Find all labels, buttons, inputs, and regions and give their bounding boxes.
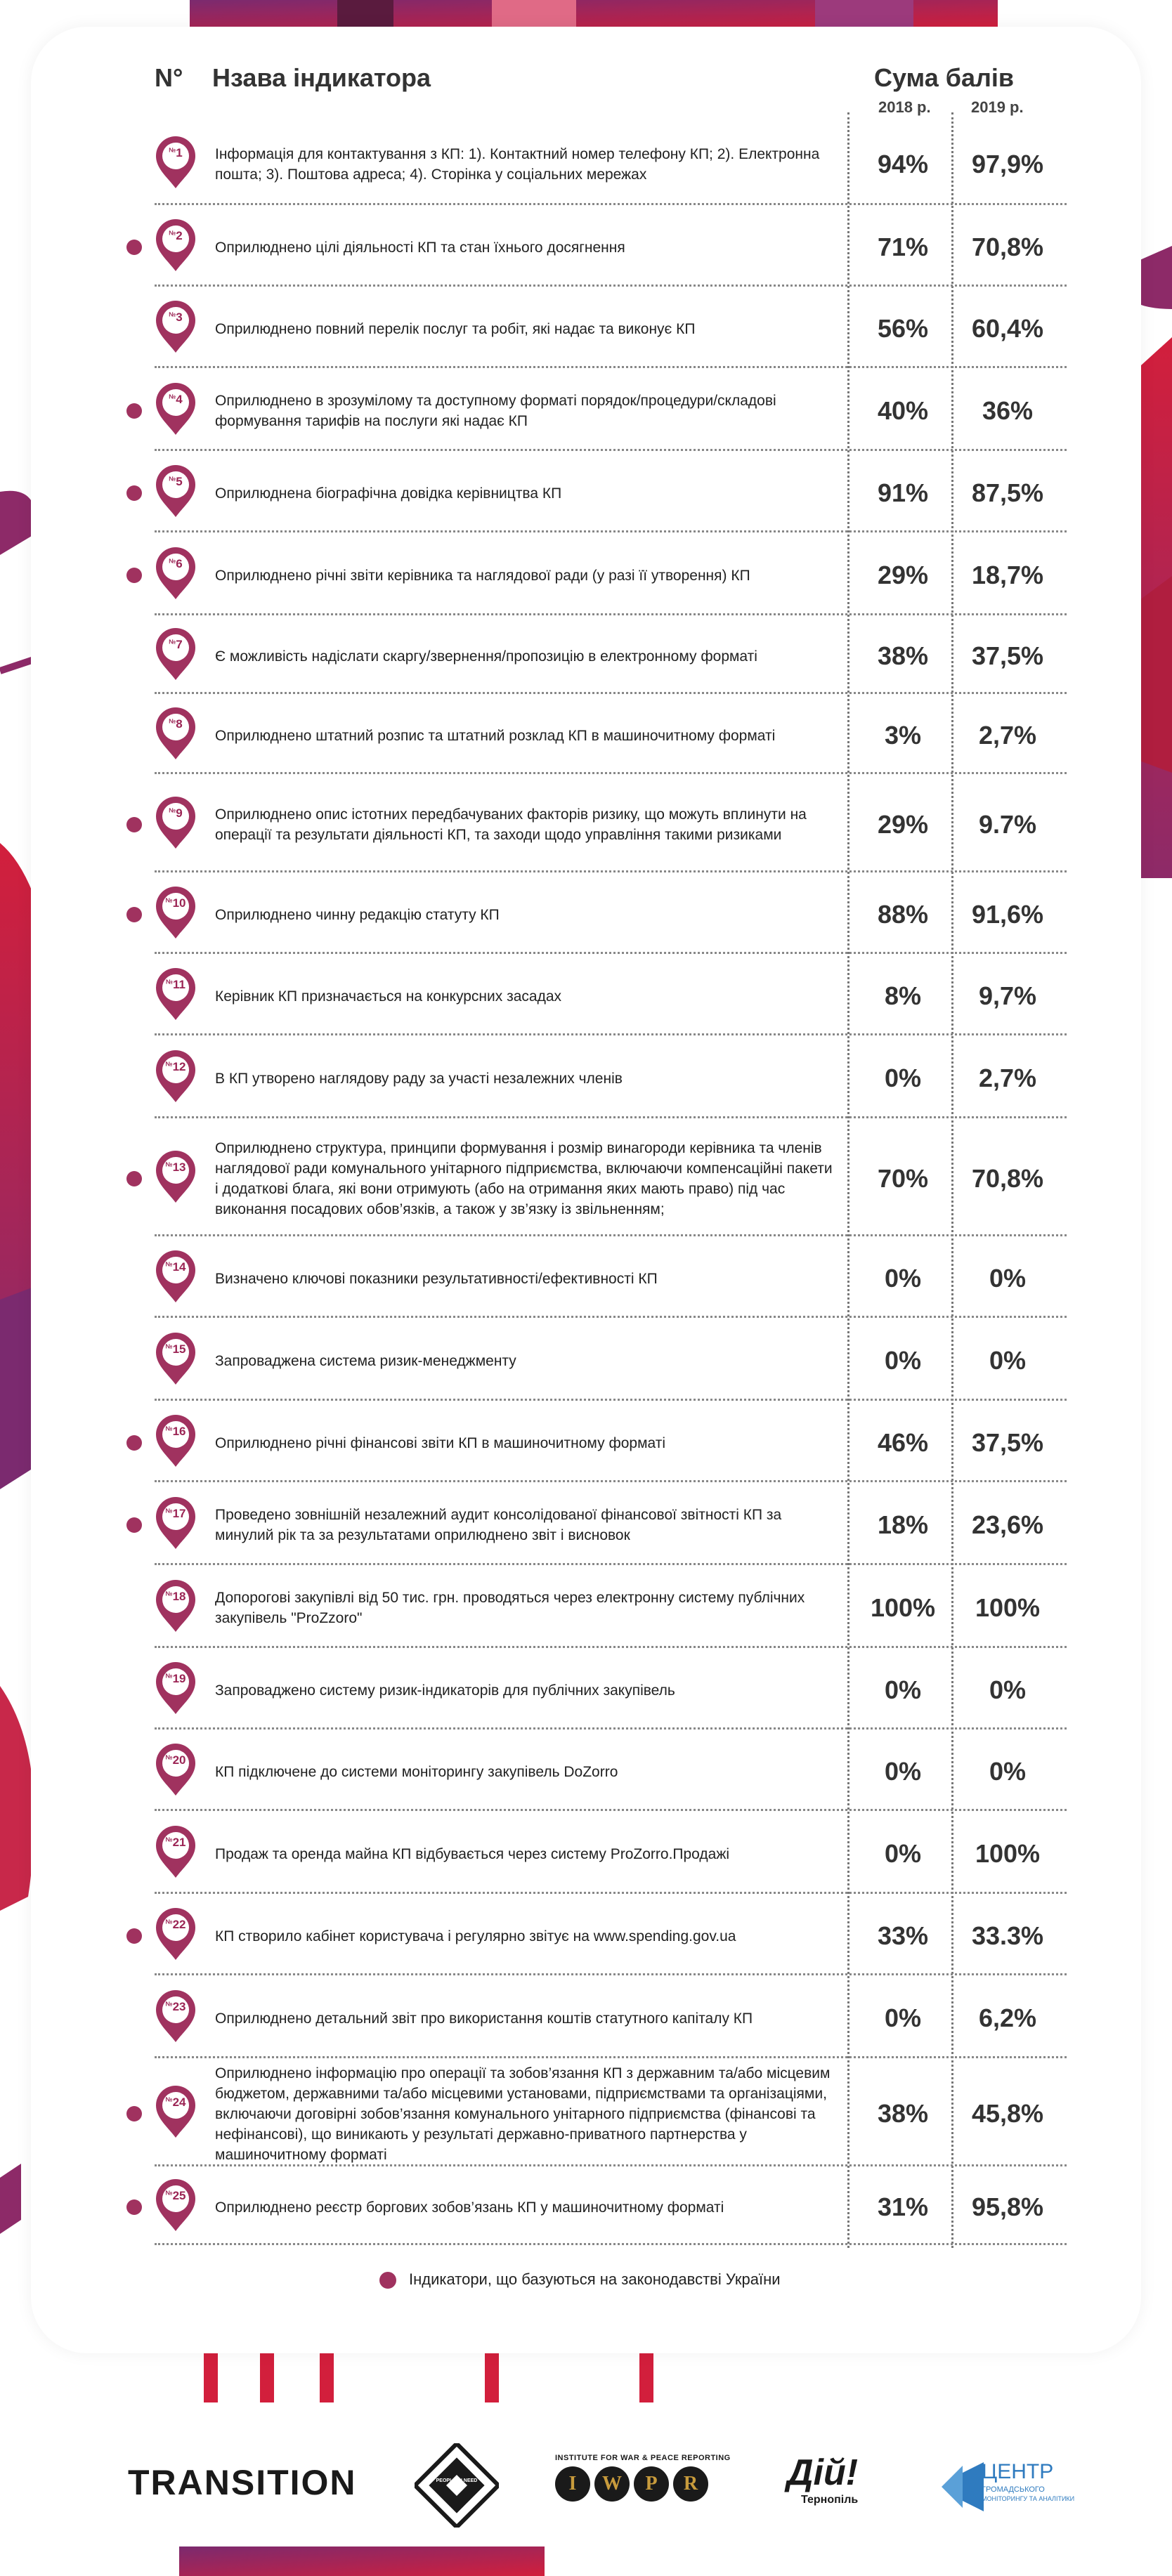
indicator-number-value: 15 xyxy=(172,1342,186,1356)
row-divider xyxy=(155,1809,1067,1811)
score-2018: 0% xyxy=(884,1675,922,1704)
table-row xyxy=(0,1239,1172,1318)
score-2019: 0% xyxy=(989,1757,1027,1786)
table-row xyxy=(0,1814,1172,1894)
table-row xyxy=(0,124,1172,205)
people-in-need-logo-text: PEOPLE IN NEED xyxy=(436,2478,478,2483)
transition-logo-text: TRANSITION xyxy=(128,2463,357,2502)
score-2018: 0% xyxy=(884,1757,922,1786)
indicator-number-pin-icon xyxy=(153,1578,198,1633)
indicator-number-value: 25 xyxy=(172,2189,186,2202)
iwpr-letter: I xyxy=(555,2466,590,2502)
indicator-number: №5 xyxy=(169,475,183,488)
row-divider xyxy=(155,449,1067,451)
row-divider xyxy=(155,203,1067,205)
indicator-number-value: 12 xyxy=(172,1060,186,1073)
indicator-number-pin-icon xyxy=(153,1661,198,1715)
indicator-text: Оприлюднено повний перелік послуг та робіт, які надає та виконує КП xyxy=(215,320,696,337)
indicator-number-value: 14 xyxy=(172,1260,186,1274)
indicator-number-pin-icon xyxy=(153,2178,198,2232)
indicator-number-pin-icon xyxy=(153,795,198,850)
score-2018: 0% xyxy=(884,1346,922,1375)
legislation-marker-icon xyxy=(126,1928,142,1944)
table-row xyxy=(0,1321,1172,1401)
indicator-number: №10 xyxy=(165,896,186,910)
indicator-number: №3 xyxy=(169,310,183,324)
indicator-text: Проведено зовнішній незалежний аудит консолідованої фінансової звітності КП за минулий рік та за результатами оприлюднено звіт і висновок xyxy=(215,1507,782,1543)
indicator-number-value: 2 xyxy=(176,229,183,242)
score-2018: 31% xyxy=(877,2192,929,2221)
indicator-number-pin-icon xyxy=(153,1824,198,1879)
table-row xyxy=(0,1485,1172,1565)
score-2018: 8% xyxy=(884,981,922,1010)
score-2019: 100% xyxy=(975,1839,1041,1868)
score-2018: 38% xyxy=(877,641,929,670)
score-2018: 56% xyxy=(877,314,929,343)
score-2018: 46% xyxy=(877,1428,929,1457)
row-divider xyxy=(155,530,1067,532)
indicator-text: Є можливість надіслати скаргу/звернення/пропозицію в електронному форматі xyxy=(215,648,757,665)
indicator-number: №17 xyxy=(165,1507,186,1520)
score-2019: 95,8% xyxy=(971,2192,1044,2221)
score-2019: 0% xyxy=(989,1675,1027,1704)
score-2019: 23,6% xyxy=(971,1510,1044,1539)
indicator-number-pin-icon xyxy=(153,1049,198,1104)
table-row xyxy=(0,1404,1172,1482)
indicator-number-value: 17 xyxy=(172,1507,186,1520)
centre-logo-icon xyxy=(938,2459,987,2515)
indicator-number: №8 xyxy=(169,717,183,731)
legislation-marker-icon xyxy=(126,568,142,583)
indicator-number: №22 xyxy=(165,1918,186,1931)
score-2018: 91% xyxy=(877,478,929,507)
indicator-number-pin-icon xyxy=(153,2084,198,2139)
indicator-number-value: 3 xyxy=(176,310,183,324)
table-row xyxy=(0,208,1172,287)
indicator-text: Допорогові закупівлі від 50 тис. грн. проводяться через електронну систему публічних закупівель "ProZzoro" xyxy=(215,1590,805,1626)
diy-ternopil-logo xyxy=(787,2452,892,2529)
indicator-number: №12 xyxy=(165,1060,186,1073)
indicator-number-pin-icon xyxy=(153,1149,198,1204)
indicator-number-value: 5 xyxy=(176,475,183,488)
indicator-text: Запроваджена система ризик-менеджменту xyxy=(215,1352,516,1369)
table-row xyxy=(0,535,1172,615)
row-divider xyxy=(155,2243,1067,2245)
indicator-number: №23 xyxy=(165,2000,186,2013)
score-2019: 2,7% xyxy=(978,1064,1037,1092)
row-divider xyxy=(155,1646,1067,1648)
row-divider xyxy=(155,2056,1067,2058)
civic-monitoring-centre-logo xyxy=(938,2459,1075,2522)
indicator-number-pin-icon xyxy=(153,546,198,601)
indicator-name-column-header: Нзава індикатора xyxy=(212,63,431,92)
legend-text: Індикатори, що базуються на законодавстві України xyxy=(409,2270,781,2288)
legislation-marker-icon xyxy=(126,485,142,501)
score-2018: 33% xyxy=(877,1921,929,1950)
indicator-number-value: 11 xyxy=(173,978,186,991)
score-2018: 70% xyxy=(877,1164,929,1193)
score-2019: 9.7% xyxy=(978,810,1037,839)
indicator-number-value: 21 xyxy=(172,1836,186,1849)
score-2019: 87,5% xyxy=(971,478,1044,507)
legislation-marker-icon xyxy=(126,1435,142,1451)
indicator-number-value: 19 xyxy=(172,1672,186,1685)
score-2018: 0% xyxy=(884,1264,922,1293)
indicator-number: №13 xyxy=(165,1160,186,1174)
indicator-number-value: 20 xyxy=(172,1753,186,1767)
score-2019: 33.3% xyxy=(971,1921,1044,1950)
legislation-marker-icon xyxy=(126,403,142,419)
indicator-number-value: 6 xyxy=(176,557,183,570)
year-2018-header: 2018 р. xyxy=(878,98,931,116)
row-divider xyxy=(155,1033,1067,1035)
table-row xyxy=(0,875,1172,954)
score-2018: 0% xyxy=(884,1839,922,1868)
score-2019: 45,8% xyxy=(971,2099,1044,2128)
row-divider xyxy=(155,1116,1067,1118)
score-2019: 2,7% xyxy=(978,721,1037,750)
indicator-number-pin-icon xyxy=(153,885,198,940)
indicator-number-pin-icon xyxy=(153,1742,198,1797)
row-divider xyxy=(155,2164,1067,2166)
row-divider xyxy=(155,772,1067,774)
row-divider xyxy=(155,1234,1067,1236)
indicator-number-value: 22 xyxy=(172,1918,186,1931)
score-2019: 6,2% xyxy=(978,2003,1037,2032)
row-divider xyxy=(155,692,1067,694)
legislation-marker-icon xyxy=(126,907,142,922)
score-2019: 91,6% xyxy=(971,900,1044,929)
indicator-number-value: 7 xyxy=(176,638,183,651)
score-2019: 100% xyxy=(975,1593,1041,1622)
row-divider xyxy=(155,1480,1067,1482)
row-divider xyxy=(155,1892,1067,1894)
indicator-number-pin-icon xyxy=(153,135,198,190)
indicator-number-pin-icon xyxy=(153,967,198,1021)
centre-logo-line3: МОНІТОРИНГУ ТА АНАЛІТИКИ xyxy=(982,2495,1075,2502)
indicator-number-pin-icon xyxy=(153,706,198,761)
indicator-number-value: 8 xyxy=(176,717,183,731)
legislation-marker-icon xyxy=(126,2106,142,2121)
table-row xyxy=(0,1897,1172,1975)
score-sum-column-header: Сума балів xyxy=(874,63,1014,92)
indicator-text: Оприлюднено річні звіти керівника та наглядової ради (у разі її утворення) КП xyxy=(215,567,750,584)
score-2019: 97,9% xyxy=(971,150,1044,178)
indicator-number-pin-icon xyxy=(153,1249,198,1304)
indicator-text: Оприлюднена біографічна довідка керівництва КП xyxy=(215,485,562,502)
indicator-number-pin-icon xyxy=(153,1989,198,2044)
score-2019: 0% xyxy=(989,1346,1027,1375)
row-divider xyxy=(155,1316,1067,1318)
indicator-number: №4 xyxy=(169,393,183,406)
table-row xyxy=(0,454,1172,532)
indicator-text: Оприлюднено річні фінансові звіти КП в машиночитному форматі xyxy=(215,1434,666,1451)
table-row xyxy=(0,1121,1172,1236)
indicator-number-value: 23 xyxy=(172,2000,186,2013)
iwpr-letter: P xyxy=(634,2466,669,2502)
row-divider xyxy=(155,1973,1067,1975)
indicator-text: Продаж та оренда майна КП відбувається через систему ProZorro.Продажі xyxy=(215,1845,730,1862)
row-divider xyxy=(155,366,1067,368)
table-row xyxy=(0,1978,1172,2058)
score-2018: 40% xyxy=(877,396,929,425)
indicator-text: Оприлюднено інформацію про операції та зобов’язання КП з державним та/або місцевим бюджетом, державними та/або місцевими установами, підприємствами та організаціями, включаючи договірні зобов’язання комунального унітарного підприємства (фінансові та нефінансові), що виникають у результаті державно-приватного партнерства у машиночитному форматі xyxy=(215,2065,831,2163)
row-divider xyxy=(155,870,1067,872)
indicator-text: Інформація для контактування з КП: 1). Контактний номер телефону КП; 2). Електронна пошта; 3). Поштова адреса; 4). Сторінка у соціальних мережах xyxy=(215,146,820,183)
score-2019: 36% xyxy=(982,396,1034,425)
indicator-number-pin-icon xyxy=(153,218,198,273)
score-2018: 38% xyxy=(877,2099,929,2128)
indicator-number-value: 9 xyxy=(176,806,183,820)
table-row xyxy=(0,618,1172,694)
legislation-marker-icon xyxy=(126,2199,142,2215)
iwpr-letter: R xyxy=(673,2466,708,2502)
diy-logo-text: Дій! xyxy=(787,2452,859,2493)
table-row xyxy=(0,289,1172,368)
indicator-number: №11 xyxy=(165,978,186,991)
indicator-text: Оприлюднено структура, принципи формування і розмір винагороди керівника та членів наглядової ради комунального унітарного підприємства, включаючи компенсаційні пакети і додаткові блага, які вони отримують (або на отримання яких мають право) під час виконання посадових обов’язків, а також у зв’язку із звільненням; xyxy=(215,1140,833,1217)
row-divider xyxy=(155,285,1067,287)
indicator-text: КП підключене до системи моніторингу закупівель DoZorro xyxy=(215,1763,618,1780)
score-2019: 37,5% xyxy=(971,641,1044,670)
indicator-number: №7 xyxy=(169,638,183,651)
indicator-number-value: 4 xyxy=(176,393,183,406)
indicator-number-pin-icon xyxy=(153,381,198,436)
legislation-marker-icon xyxy=(379,2272,396,2289)
diy-city-text: Тернопіль xyxy=(801,2494,859,2506)
indicator-number: №9 xyxy=(169,806,183,820)
score-2018: 29% xyxy=(877,810,929,839)
indicator-number: №1 xyxy=(169,146,183,159)
indicator-text: Оприлюднено опис істотних передбачуваних факторів ризику, що можуть вплинути на операції та результати діяльності КП, та заходи щодо управління такими ризиками xyxy=(215,806,807,843)
indicator-number-pin-icon xyxy=(153,1331,198,1386)
indicator-number: №16 xyxy=(165,1425,186,1438)
table-row xyxy=(0,697,1172,774)
table-row xyxy=(0,2169,1172,2245)
score-2018: 0% xyxy=(884,1064,922,1092)
score-2018: 100% xyxy=(870,1593,936,1622)
indicator-text: КП створило кабінет користувача і регулярно звітує на www.spending.gov.ua xyxy=(215,1928,736,1944)
indicator-number-pin-icon xyxy=(153,1413,198,1468)
row-divider xyxy=(155,1399,1067,1401)
legislation-marker-icon xyxy=(126,240,142,255)
indicator-number-value: 13 xyxy=(172,1160,186,1174)
year-2019-header: 2019 р. xyxy=(971,98,1024,116)
score-2019: 9,7% xyxy=(978,981,1037,1010)
score-2018: 94% xyxy=(877,150,929,178)
indicator-text: Оприлюднено штатний розпис та штатний розклад КП в машиночитному форматі xyxy=(215,727,776,744)
score-2018: 88% xyxy=(877,900,929,929)
indicator-number: №6 xyxy=(169,557,183,570)
score-2018: 3% xyxy=(884,721,922,750)
transition-logo xyxy=(128,2462,357,2503)
score-2018: 18% xyxy=(877,1510,929,1539)
number-column-header: N° xyxy=(155,63,183,92)
table-row xyxy=(0,777,1172,872)
table-row xyxy=(0,1651,1172,1730)
indicator-text: В КП утворено наглядову раду за участі незалежних членів xyxy=(215,1070,623,1087)
row-divider xyxy=(155,1727,1067,1730)
indicator-text: Керівник КП призначається на конкурсних засадах xyxy=(215,988,562,1005)
table-row xyxy=(0,371,1172,451)
iwpr-logo xyxy=(555,2454,731,2524)
score-2019: 70,8% xyxy=(971,233,1044,261)
indicator-number: №19 xyxy=(165,1672,186,1685)
legislation-marker-icon xyxy=(126,1517,142,1533)
indicator-number: №21 xyxy=(165,1836,186,1849)
table-row xyxy=(0,1732,1172,1811)
indicator-text: Запроваджено систему ризик-індикаторів для публічних закупівель xyxy=(215,1682,675,1699)
indicator-number-pin-icon xyxy=(153,627,198,681)
row-divider xyxy=(155,952,1067,954)
score-2018: 71% xyxy=(877,233,929,261)
centre-logo-line2: ГРОМАДСЬКОГО xyxy=(982,2485,1045,2494)
indicator-number: №20 xyxy=(165,1753,186,1767)
indicator-number: №18 xyxy=(165,1590,186,1603)
row-divider xyxy=(155,613,1067,615)
indicator-text: Оприлюднено детальний звіт про використання коштів статутного капіталу КП xyxy=(215,2010,753,2027)
indicator-text: Оприлюднено цілі діяльності КП та стан їхнього досягнення xyxy=(215,239,625,256)
table-row xyxy=(0,957,1172,1035)
iwpr-letter: W xyxy=(594,2466,630,2502)
table-row xyxy=(0,1568,1172,1648)
indicator-number-value: 18 xyxy=(172,1590,186,1603)
score-2018: 0% xyxy=(884,2003,922,2032)
indicator-number-value: 10 xyxy=(172,896,186,910)
indicator-number-pin-icon xyxy=(153,464,198,518)
people-in-need-logo xyxy=(415,2443,499,2528)
table-row xyxy=(0,2061,1172,2166)
indicator-number: №2 xyxy=(169,229,183,242)
indicator-text: Оприлюднено чинну редакцію статуту КП xyxy=(215,906,500,923)
score-2019: 60,4% xyxy=(971,314,1044,343)
legislation-marker-icon xyxy=(126,817,142,832)
score-2018: 29% xyxy=(877,561,929,589)
indicator-text: Оприлюднено реєстр боргових зобов’язань КП у машиночитному форматі xyxy=(215,2199,724,2216)
indicator-text: Визначено ключові показники результативності/ефективності КП xyxy=(215,1270,658,1287)
indicator-number-value: 24 xyxy=(172,2096,186,2109)
indicator-number-value: 1 xyxy=(176,146,183,159)
indicator-number-value: 16 xyxy=(172,1425,186,1438)
table-row xyxy=(0,1038,1172,1118)
indicator-number: №24 xyxy=(165,2096,186,2109)
score-2019: 37,5% xyxy=(971,1428,1044,1457)
indicator-number: №15 xyxy=(165,1342,186,1356)
score-2019: 0% xyxy=(989,1264,1027,1293)
indicator-text: Оприлюднено в зрозумілому та доступному форматі порядок/процедури/складові формування тарифів на послуги які надає КП xyxy=(215,393,776,429)
iwpr-letters xyxy=(555,2466,731,2502)
indicator-number: №14 xyxy=(165,1260,186,1274)
row-divider xyxy=(155,1563,1067,1565)
indicator-number-pin-icon xyxy=(153,1496,198,1550)
iwpr-caption: INSTITUTE FOR WAR & PEACE REPORTING xyxy=(555,2454,731,2462)
indicator-number-pin-icon xyxy=(153,1907,198,1961)
centre-logo-line1: ЦЕНТР xyxy=(982,2460,1054,2483)
score-2019: 70,8% xyxy=(971,1164,1044,1193)
indicator-number-pin-icon xyxy=(153,299,198,354)
score-2019: 18,7% xyxy=(971,561,1044,589)
legislation-marker-icon xyxy=(126,1171,142,1186)
indicator-number: №25 xyxy=(165,2189,186,2202)
